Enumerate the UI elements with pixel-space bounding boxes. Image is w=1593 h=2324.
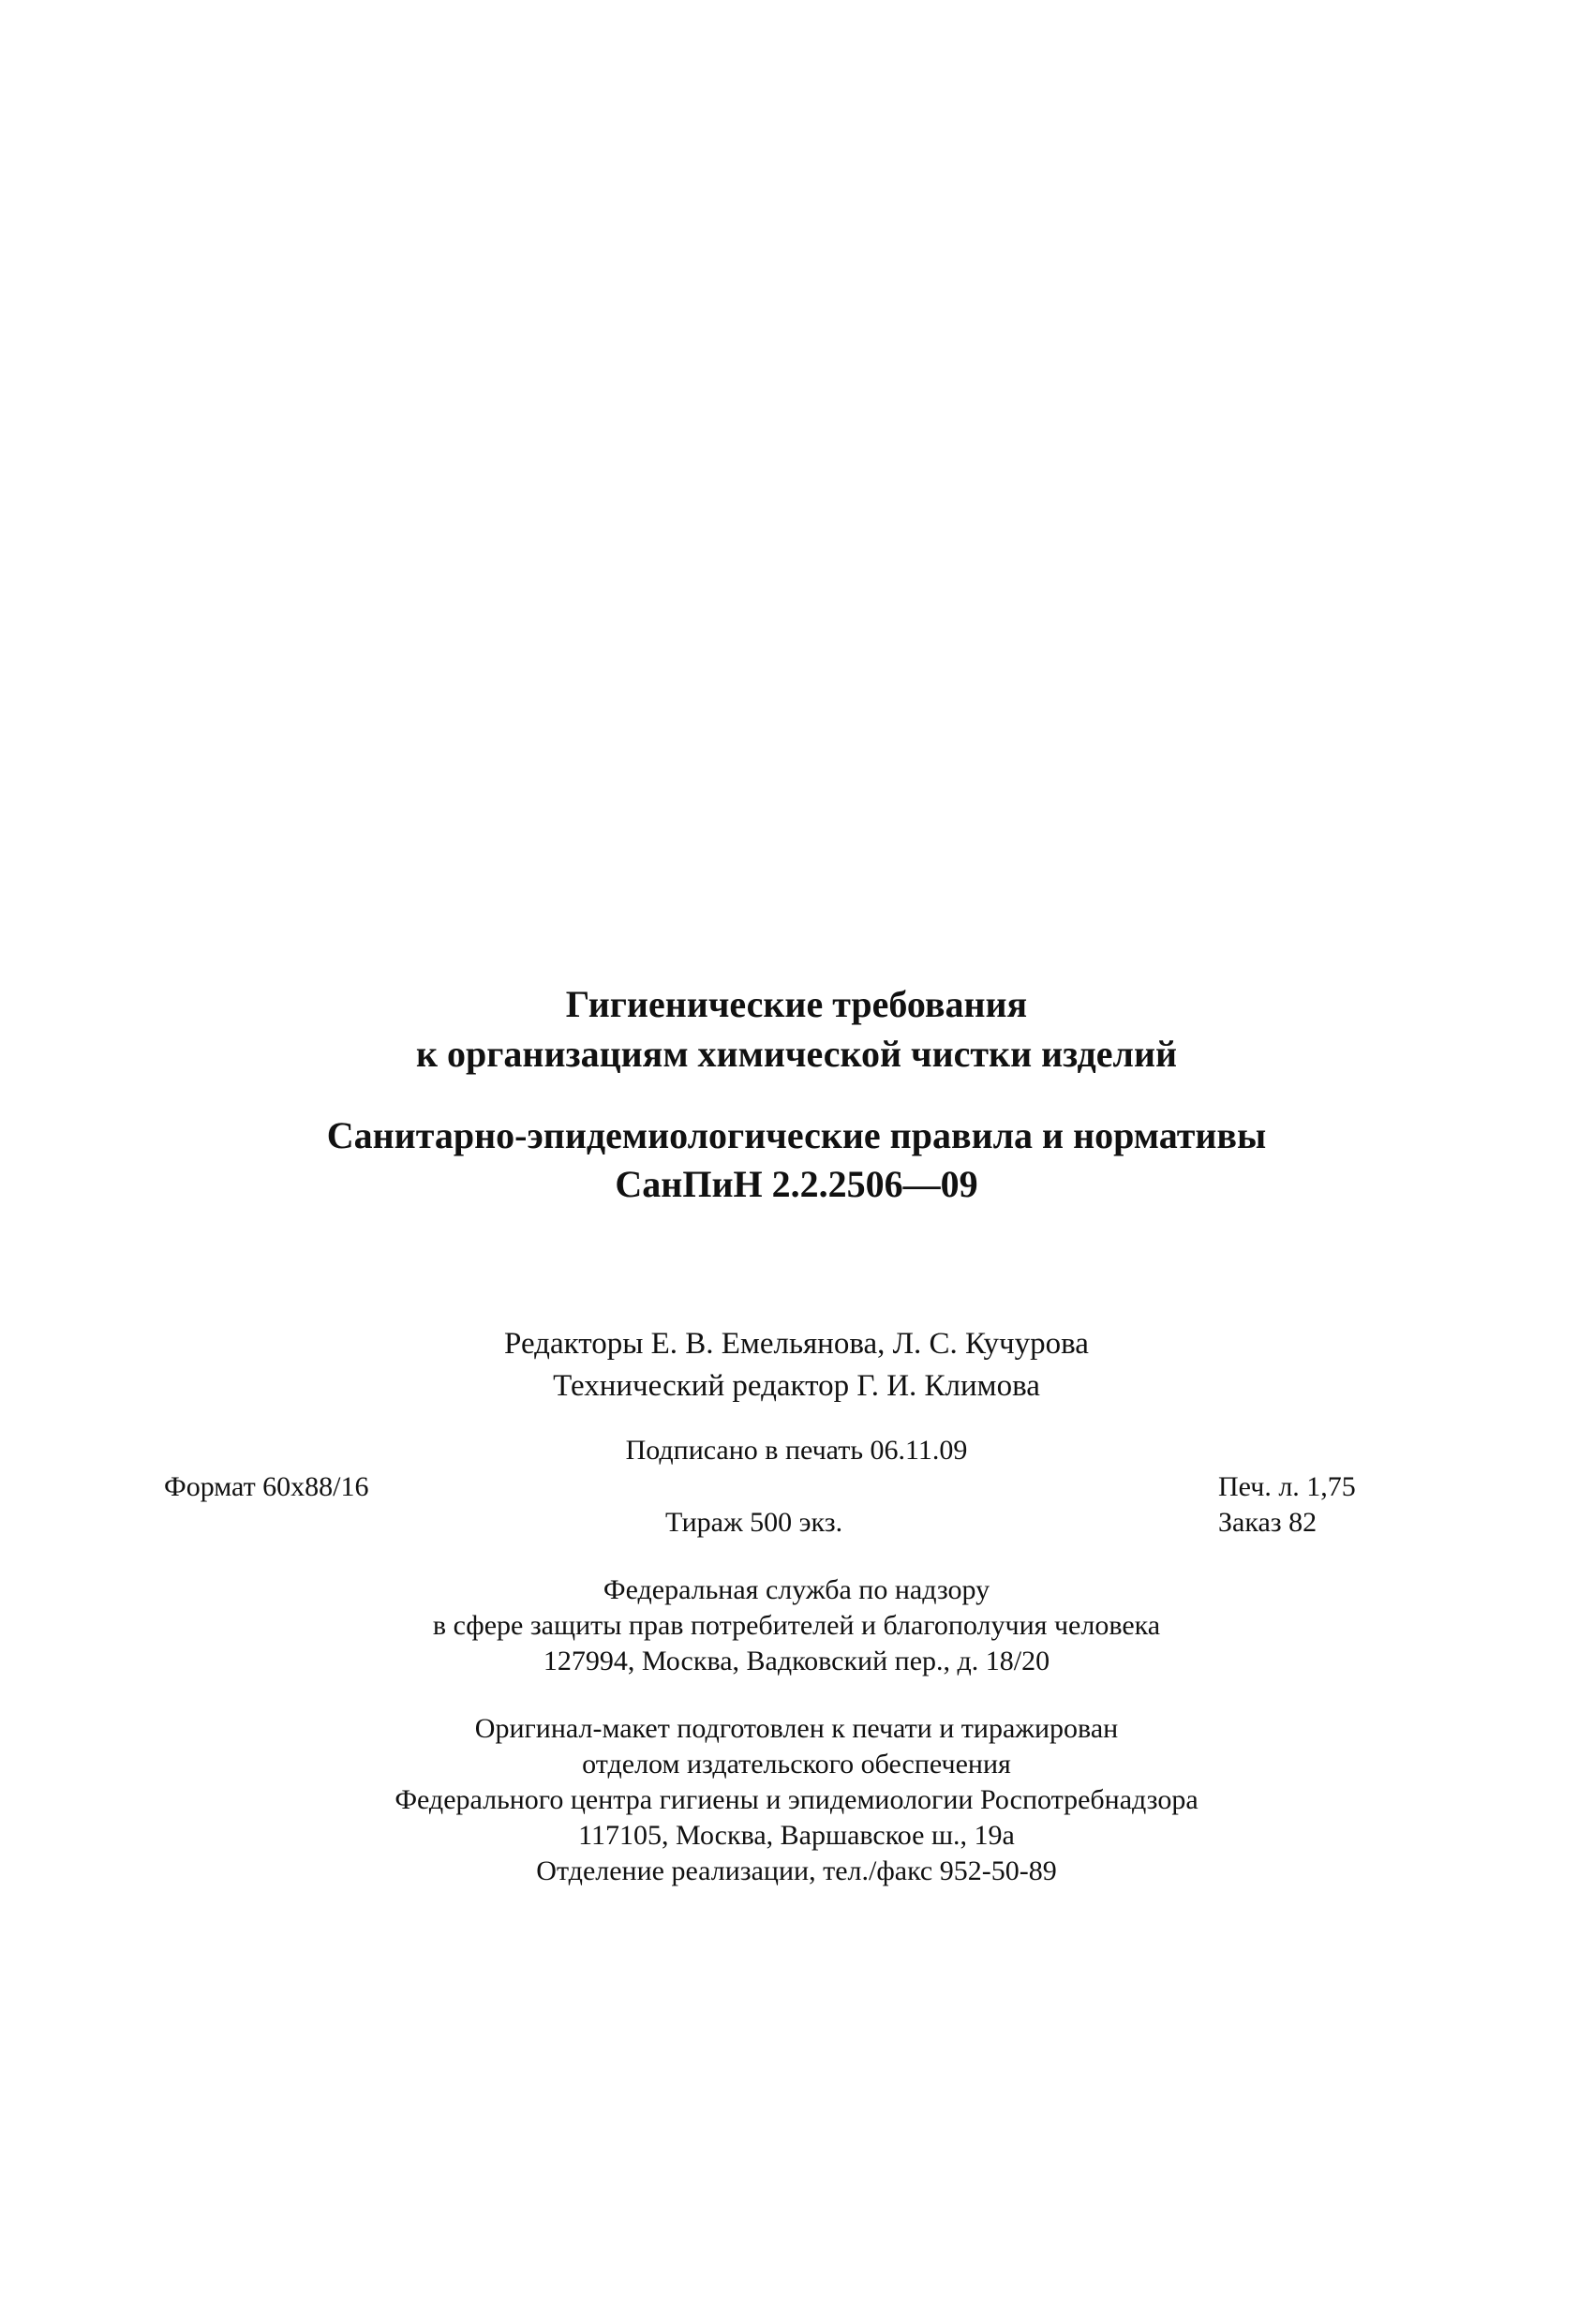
document-subtitle-line-1: Санитарно-эпидемиологические правила и нормативы <box>326 1114 1267 1156</box>
document-code: СанПиН 2.2.2506—09 <box>615 1163 978 1205</box>
print-run: Тираж 500 экз. <box>665 1507 843 1538</box>
printer-line-2: отделом издательского обеспечения <box>582 1749 1011 1780</box>
printer-line-3: Федерального центра гигиены и эпидемиологии Роспотребнадзора <box>395 1784 1198 1815</box>
editors-credit: Редакторы Е. В. Емельянова, Л. С. Кучурова <box>504 1327 1089 1361</box>
publisher-line-1: Федеральная служба по надзору <box>603 1574 990 1605</box>
printed-sheets: Печ. л. 1,75 <box>1218 1471 1356 1502</box>
document-title-line-2: к организациям химической чистки изделий <box>415 1033 1178 1075</box>
order-number: Заказ 82 <box>1218 1507 1318 1538</box>
technical-editor-credit: Технический редактор Г. И. Климова <box>553 1369 1040 1403</box>
document-title-line-1: Гигиенические требования <box>565 983 1028 1025</box>
publisher-line-2: в сфере защиты прав потребителей и благополучия человека <box>432 1610 1161 1641</box>
publisher-address: 127994, Москва, Вадковский пер., д. 18/20 <box>543 1646 1050 1676</box>
sales-department-contact: Отделение реализации, тел./факс 952-50-89 <box>536 1855 1057 1886</box>
printer-address: 117105, Москва, Варшавское ш., 19а <box>578 1820 1015 1851</box>
signed-for-print: Подписано в печать 06.11.09 <box>625 1435 968 1466</box>
printer-line-1: Оригинал-макет подготовлен к печати и тиражирован <box>474 1713 1119 1744</box>
paper-format: Формат 60х88/16 <box>164 1471 369 1502</box>
